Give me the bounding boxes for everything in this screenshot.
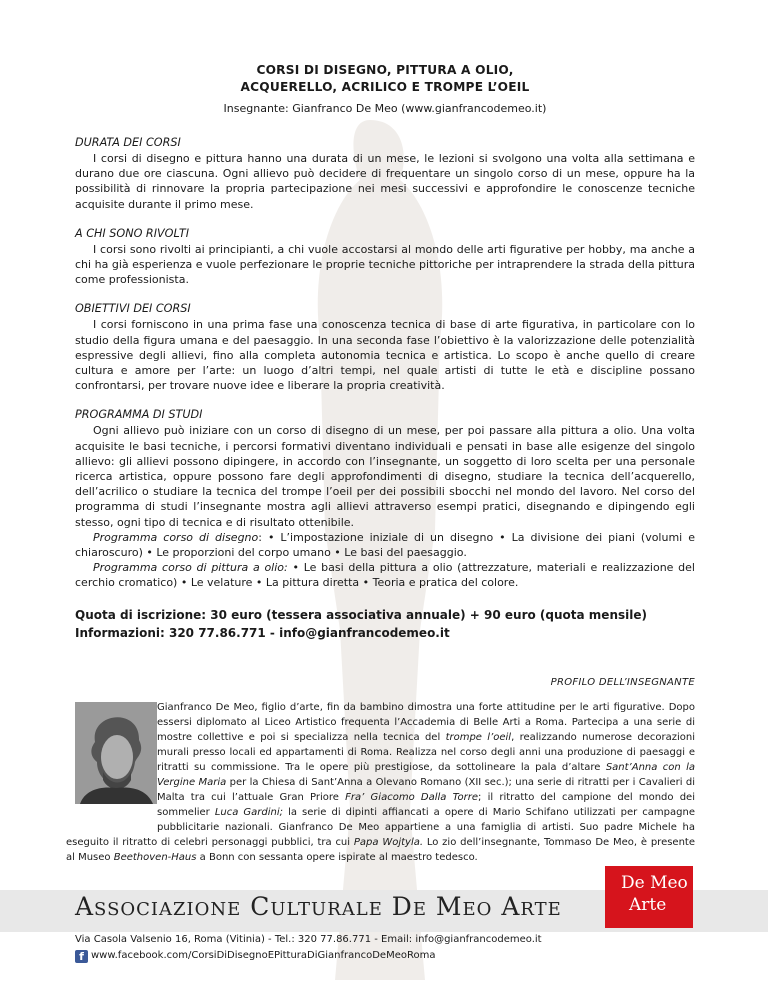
profile-italic-5: Papa Wojtyla. <box>353 837 424 848</box>
title-line-2: ACQUERELLO, ACRILICO E TROMPE L’OEIL <box>240 80 530 94</box>
logo-line-1: De Meo <box>621 873 688 893</box>
section-body: I corsi di disegno e pittura hanno una durata di un mese, le lezioni si svolgono una volta alla settimana e durano due ore ciascuna. Ogni allievo può decidere di frequentare un singolo corso di un mese, oppure ha la possibilità di rinnovare la propria partecipazione nei mesi successivi e approfondire le conoscenze tecniche acquisite durante il primo mese. <box>75 152 695 211</box>
section-body: I corsi sono rivolti ai principianti, a chi vuole accostarsi al mondo delle arti figurative per hobby, ma anche a chi ha già esperienza e vuole perfezionare le proprie tecniche pittoriche per intraprendere la strada della pittura come professionista. <box>75 242 695 287</box>
profile-italic-2: Sant’Anna con la Vergine Maria <box>157 762 695 788</box>
profile-italic-1: trompe l’oeil <box>445 732 512 743</box>
contact-block <box>75 932 542 964</box>
facebook-link[interactable]: www.facebook.com/CorsiDiDisegnoEPitturaDiGianfrancoDeMeoRoma <box>91 950 436 961</box>
info-line: Informazioni: 320 77.86.771 - info@gianfrancodemeo.it <box>75 625 450 640</box>
quota-block <box>75 606 695 642</box>
section-body: Ogni allievo può iniziare con un corso di disegno di un mese, per poi passare alla pittura a olio. Una volta acquisite le basi tecniche, i percorsi formativi diventano individuali e pensati in base alle esigenze del singolo allievo: gli allievi possono dipingere, in accordo con l’insegnante, un soggetto di loro scelta per una personale ricerca artistica, oppure possono fare degli approfondimenti di disegno, studiare la tecnica dell’acquerello, dell’acrilico o studiare la tecnica del trompe l’oeil per dei possibili sbocchi nel mondo del lavoro. Nel corso del programma di studi l’insegnante mostra agli allievi attraverso esempi pratici, disegnando e dipingendo egli stesso, ogni tipo di tecnica e di risultato ottenibile. <box>75 424 695 529</box>
section-heading: A CHI SONO RIVOLTI <box>75 226 190 240</box>
profile-text-2: , realizzando numerose decorazioni murali presso locali ed appartamenti di Roma. Realizza nel corso degli anni una produzione di paesaggi e ritratti su commissione. Tra le opere più prestigiose, da sottolineare la pala d’altare <box>157 732 695 773</box>
title-line-1: CORSI DI DISEGNO, PITTURA A OLIO, <box>256 63 514 77</box>
programma-olio-body: • Le basi della pittura a olio (attrezzature, materiali e realizzazione del cerchio cromatico) • Le velature • La pittura diretta • Teoria e pratica del colore. <box>75 561 695 590</box>
profile-text-5: la serie di dipinti affiancati a opere di Mario Schifano utilizzati per campagne pubblicitarie nazionali. Gianfranco De Meo appartiene a una famiglia di artisti. Suo padre Michele ha eseguito il ritratto di celebri personaggi pubblici, tra cui <box>66 807 695 848</box>
facebook-icon: f <box>75 950 88 963</box>
programma-olio <box>75 560 695 590</box>
profile-heading: PROFILO DELL’INSEGNANTE <box>550 677 695 688</box>
programma-disegno <box>75 530 695 560</box>
section-heading: PROGRAMMA DI STUDI <box>75 408 203 422</box>
page-title <box>75 62 695 96</box>
facebook-line <box>75 948 542 964</box>
profile-italic-6: Beethoven-Haus <box>113 852 197 863</box>
association-title: Associazione Culturale De Meo Arte <box>75 892 562 921</box>
address-line: Via Casola Valsenio 16, Roma (Vitinia) - Tel.: 320 77.86.771 - Email: info@gianfrancodemeo.it <box>75 934 542 945</box>
logo-line-2: Arte <box>629 895 667 915</box>
profile-text-6: Lo zio dell’insegnante, Tommaso De Meo, è presente al Museo <box>66 837 695 863</box>
profile-text <box>66 700 695 865</box>
profile-text-4: ; il ritratto del campione del mondo dei sommelier <box>157 792 695 818</box>
profile-italic-4: Luca Gardini; <box>214 807 284 818</box>
section-heading: OBIETTIVI DEI CORSI <box>75 302 191 316</box>
teacher-line: Insegnante: Gianfranco De Meo (www.gianfrancodemeo.it) <box>223 102 547 115</box>
programma-disegno-label: Programma corso di disegno <box>93 530 259 544</box>
quota-line: Quota di iscrizione: 30 euro (tessera associativa annuale) + 90 euro (quota mensile) <box>75 607 647 622</box>
profile-text-1: Gianfranco De Meo, figlio d’arte, fin da bambino dimostra una forte attitudine per le arti figurative. Dopo essersi diplomato al Liceo Artistico frequenta l’Accademia di Belle Arti a Roma. Partecipa a una serie di mostre collettive e poi si specializza nella tecnica del <box>157 702 695 743</box>
programma-disegno-body: : • L’impostazione iniziale di un disegno • La divisione dei piani (volumi e chiaroscuro) • Le proporzioni del corpo umano • Le basi del paesaggio. <box>75 530 695 560</box>
logo-text <box>621 872 688 916</box>
profile-text-7: a Bonn con sessanta opere ispirate al maestro tedesco. <box>196 852 478 863</box>
profile-text-3: per la Chiesa di Sant’Anna a Olevano Romano (XII sec.); una serie di ritratti per i Cavalieri di Malta tra cui l’attuale Gran Priore <box>157 777 695 803</box>
programma-olio-label: Programma corso di pittura a olio: <box>93 561 288 575</box>
profile-italic-3: Fra’ Giacomo Dalla Torre <box>345 792 478 803</box>
de-meo-arte-logo <box>605 866 693 928</box>
section-durata <box>75 135 695 212</box>
section-programma <box>75 407 695 590</box>
section-obiettivi <box>75 301 695 393</box>
section-heading: DURATA DEI CORSI <box>75 136 181 149</box>
section-rivolti <box>75 226 695 288</box>
section-body: I corsi forniscono in una prima fase una conoscenza tecnica di base di arte figurativa, in particolare con lo studio della figura umana e del paesaggio. In una seconda fase l’obiettivo è la valorizzazione delle potenzialità espressive degli allievi, fino alla completa autonomia tecnica e artistica. Lo scopo è anche quello di creare cultura e amore per l’arte: un luogo d’altri tempi, nel quale artisti di tutte le età e discipline possano confrontarsi, per trovare nuove idee e liberare la propria creatività. <box>75 318 695 393</box>
